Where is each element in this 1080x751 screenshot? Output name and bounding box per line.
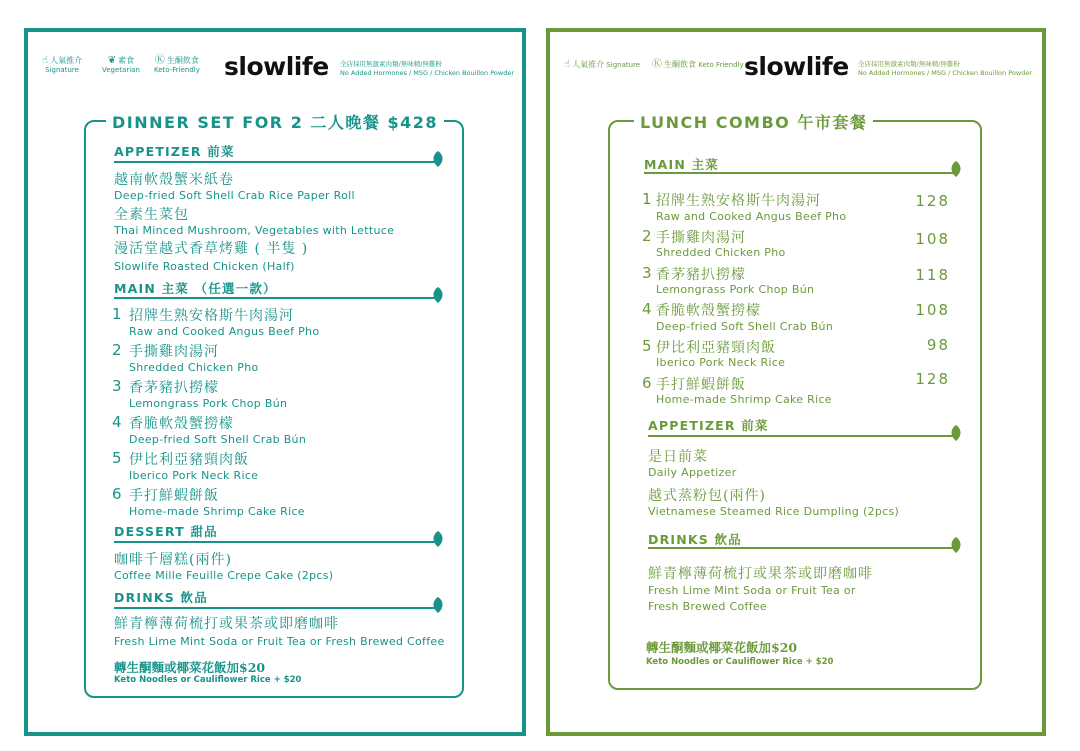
signature-legend: ☝ 人氣推介 Signature (42, 55, 83, 74)
lunch-main-zh: 香脆軟殼蟹撈檬 (656, 303, 761, 319)
vegetarian-legend: ❦ 素食 Vegetarian (102, 55, 140, 74)
lunch-appetizer-zh: 是日前菜 (648, 449, 708, 465)
dinner-dessert-heading: DESSERT 甜品 (114, 524, 218, 539)
lunch-main-zh: 伊比利亞豬頸肉飯 (656, 340, 776, 356)
lunch-main-zh: 手打鮮蝦餅飯 (656, 377, 746, 393)
item-number: 4 (642, 300, 652, 318)
dinner-main-en: Home-made Shrimp Cake Rice (129, 505, 305, 518)
thumbs-up-icon: ☝ (42, 55, 49, 66)
lunch-header (560, 52, 1032, 92)
keto-icon: Ⓚ (652, 59, 662, 70)
dinner-main-zh: 手撕雞肉湯河 (129, 344, 219, 360)
dinner-main-en: Iberico Pork Neck Rice (129, 469, 259, 482)
lunch-appetizer-heading: APPETIZER 前菜 (648, 418, 769, 433)
lunch-main-zh: 香茅豬扒撈檬 (656, 267, 746, 283)
item-number: 4 (112, 413, 122, 431)
leaf-icon (430, 530, 446, 548)
lunch-main-en: Shredded Chicken Pho (656, 246, 786, 259)
item-number: 3 (112, 377, 122, 395)
item-number: 5 (642, 337, 652, 355)
section-divider (114, 541, 438, 543)
section-divider (648, 435, 954, 437)
thumbs-up-icon: ☝ (564, 59, 571, 70)
dinner-main-zh: 招牌生熟安格斯牛肉湯河 (129, 308, 294, 324)
no-additives-note: 全店採用無激素肉類/無味精/無雞粉 No Added Hormones / MSG / Chicken Bouillon Powder (340, 60, 515, 77)
item-number: 6 (642, 374, 652, 392)
lunch-appetizer-en: Vietnamese Steamed Rice Dumpling (2pcs) (648, 505, 900, 518)
dinner-main-zh: 手打鮮蝦餅飯 (129, 488, 219, 504)
lunch-main-zh: 招牌生熟安格斯牛肉湯河 (656, 193, 821, 209)
item-number: 6 (112, 485, 122, 503)
dinner-main-zh: 香茅豬扒撈檬 (129, 380, 219, 396)
lunch-main-en: Raw and Cooked Angus Beef Pho (656, 210, 847, 223)
dinner-appetizer-zh: 漫活堂越式香草烤雞 ( 半隻 ) (114, 241, 309, 257)
leaf-icon (430, 596, 446, 614)
dinner-menu-panel (24, 28, 526, 736)
leaf-icon (948, 160, 964, 178)
keto-icon: Ⓚ (154, 55, 165, 66)
slowlife-logo: slowlife (744, 52, 849, 81)
dinner-appetizer-en: Slowlife Roasted Chicken (Half) (114, 260, 295, 273)
dinner-main-zh: 香脆軟殼蟹撈檬 (129, 416, 234, 432)
dinner-main-en: Deep-fried Soft Shell Crab Bún (129, 433, 307, 446)
dinner-main-heading: MAIN 主菜 （任選一款） (114, 281, 277, 296)
item-price: 128 (915, 192, 950, 210)
item-price: 128 (915, 370, 950, 388)
lunch-drinks-en: Fresh Brewed Coffee (648, 600, 768, 613)
lunch-menu-panel (546, 28, 1046, 736)
leaf-icon: ❦ (107, 55, 117, 66)
leaf-icon (948, 424, 964, 442)
no-additives-note: 全店採用無激素肉類/無味精/無雞粉 No Added Hormones / MSG / Chicken Bouillon Powder (858, 60, 1033, 77)
section-divider (114, 607, 438, 609)
lunch-main-zh: 手撕雞肉湯河 (656, 230, 746, 246)
lunch-keto-zh: 轉生酮麵或椰菜花飯加$20 (646, 640, 798, 655)
section-divider (644, 172, 954, 174)
item-number: 1 (112, 305, 122, 323)
dinner-main-en: Raw and Cooked Angus Beef Pho (129, 325, 320, 338)
item-number: 2 (112, 341, 122, 359)
lunch-appetizer-en: Daily Appetizer (648, 466, 737, 479)
section-divider (114, 297, 438, 299)
dinner-title: DINNER SET FOR 2 二人晚餐 $428 (106, 110, 444, 133)
leaf-icon (430, 286, 446, 304)
dinner-drinks-en: Fresh Lime Mint Soda or Fruit Tea or Fresh Brewed Coffee (114, 635, 445, 648)
item-price: 108 (915, 301, 950, 319)
slowlife-logo: slowlife (224, 52, 329, 81)
lunch-drinks-en: Fresh Lime Mint Soda or Fruit Tea or (648, 584, 856, 597)
lunch-main-heading: MAIN 主菜 (644, 157, 719, 172)
leaf-icon (430, 150, 446, 168)
lunch-main-en: Iberico Pork Neck Rice (656, 356, 786, 369)
leaf-icon (948, 536, 964, 554)
section-divider (648, 547, 954, 549)
dinner-appetizer-zh: 越南軟殼蟹米紙卷 (114, 172, 234, 188)
lunch-main-en: Home-made Shrimp Cake Rice (656, 393, 832, 406)
dinner-main-en: Shredded Chicken Pho (129, 361, 259, 374)
lunch-main-en: Lemongrass Pork Chop Bún (656, 283, 815, 296)
dinner-appetizer-en: Deep-fried Soft Shell Crab Rice Paper Roll (114, 189, 355, 202)
item-number: 3 (642, 264, 652, 282)
lunch-drinks-heading: DRINKS 飲品 (648, 532, 742, 547)
dinner-keto-zh: 轉生酮麵或椰菜花飯加$20 (114, 660, 266, 675)
section-divider (114, 161, 438, 163)
lunch-drinks-zh: 鮮青檸薄荷梳打或果茶或即磨咖啡 (648, 566, 873, 582)
dinner-appetizer-en: Thai Minced Mushroom, Vegetables with Lettuce (114, 224, 395, 237)
item-price: 98 (926, 336, 950, 354)
dinner-dessert-en: Coffee Mille Feuille Crepe Cake (2pcs) (114, 569, 334, 582)
item-number: 1 (642, 190, 652, 208)
dinner-header (38, 52, 515, 92)
lunch-keto-en: Keto Noodles or Cauliflower Rice + $20 (646, 657, 834, 667)
lunch-title: LUNCH COMBO 午市套餐 (634, 110, 873, 133)
keto-legend: Ⓚ 生酮飲食 Keto-Friendly (154, 55, 200, 74)
dinner-drinks-zh: 鮮青檸薄荷梳打或果茶或即磨咖啡 (114, 616, 339, 632)
dinner-keto-en: Keto Noodles or Cauliflower Rice + $20 (114, 675, 302, 685)
item-price: 118 (915, 266, 950, 284)
dinner-dessert-zh: 咖啡千層糕(兩件) (114, 552, 232, 568)
signature-legend: ☝ 人氣推介 Signature (564, 59, 641, 70)
lunch-main-en: Deep-fried Soft Shell Crab Bún (656, 320, 834, 333)
dinner-appetizer-heading: APPETIZER 前菜 (114, 144, 235, 159)
item-number: 5 (112, 449, 122, 467)
dinner-appetizer-zh: 全素生菜包 (114, 207, 189, 223)
item-number: 2 (642, 227, 652, 245)
lunch-appetizer-zh: 越式蒸粉包(兩件) (648, 488, 766, 504)
keto-legend: Ⓚ 生酮飲食 Keto Friendly (652, 59, 744, 70)
dinner-main-zh: 伊比利亞豬頸肉飯 (129, 452, 249, 468)
item-price: 108 (915, 230, 950, 248)
dinner-drinks-heading: DRINKS 飲品 (114, 590, 208, 605)
dinner-main-en: Lemongrass Pork Chop Bún (129, 397, 288, 410)
